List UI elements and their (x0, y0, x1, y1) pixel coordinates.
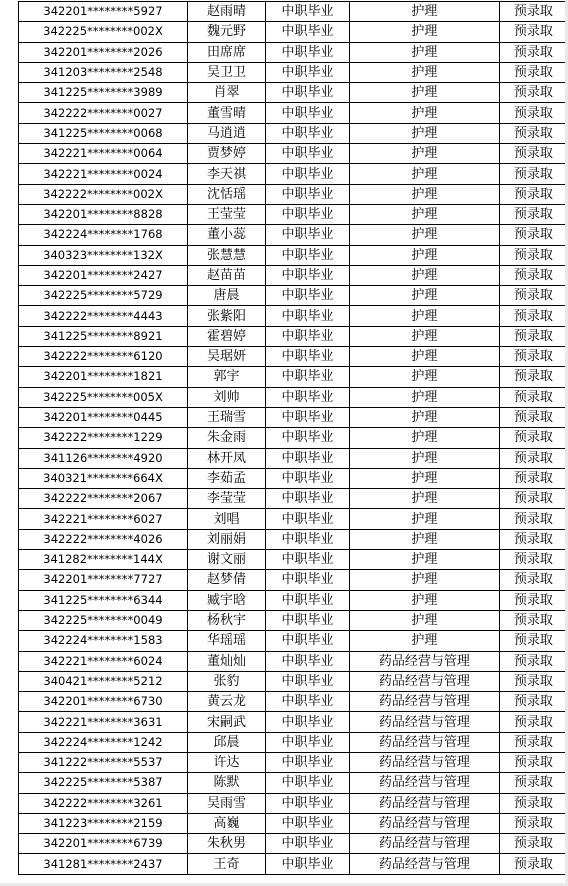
table-row (19, 387, 568, 407)
id-cell: 342222********0027 (19, 103, 188, 123)
status-cell: 预录取 (499, 550, 567, 570)
status-cell: 预录取 (499, 570, 567, 590)
major-cell: 护理 (349, 184, 499, 204)
name-cell: 吴琚妍 (188, 347, 266, 367)
education-cell: 中职毕业 (266, 854, 350, 874)
table-row (19, 144, 568, 164)
education-cell: 中职毕业 (266, 651, 350, 671)
table-body (19, 2, 568, 875)
status-cell: 预录取 (499, 509, 567, 529)
major-cell: 护理 (349, 428, 499, 448)
education-cell: 中职毕业 (266, 550, 350, 570)
table-row (19, 306, 568, 326)
status-cell: 预录取 (499, 103, 567, 123)
name-cell: 杨秋宇 (188, 610, 266, 630)
status-cell: 预录取 (499, 610, 567, 630)
table-row (19, 103, 568, 123)
name-cell: 魏元野 (188, 22, 266, 42)
education-cell: 中职毕业 (266, 509, 350, 529)
education-cell: 中职毕业 (266, 631, 350, 651)
name-cell: 张慧慧 (188, 245, 266, 265)
id-cell: 342201********1821 (19, 367, 188, 387)
id-cell: 342221********6027 (19, 509, 188, 529)
status-cell: 预录取 (499, 793, 567, 813)
name-cell: 王奇 (188, 854, 266, 874)
id-cell: 341225********8921 (19, 326, 188, 346)
name-cell: 田席席 (188, 42, 266, 62)
education-cell: 中职毕业 (266, 793, 350, 813)
status-cell: 预录取 (499, 265, 567, 285)
status-cell: 预录取 (499, 225, 567, 245)
name-cell: 刘唱 (188, 509, 266, 529)
major-cell: 护理 (349, 22, 499, 42)
name-cell: 邱晨 (188, 732, 266, 752)
name-cell: 马逍逍 (188, 123, 266, 143)
status-cell: 预录取 (499, 407, 567, 427)
education-cell: 中职毕业 (266, 225, 350, 245)
name-cell: 高巍 (188, 813, 266, 833)
major-cell: 药品经营与管理 (349, 752, 499, 772)
major-cell: 护理 (349, 326, 499, 346)
table-row (19, 610, 568, 630)
major-cell: 护理 (349, 489, 499, 509)
status-cell: 预录取 (499, 813, 567, 833)
major-cell: 护理 (349, 529, 499, 549)
education-cell: 中职毕业 (266, 123, 350, 143)
status-cell: 预录取 (499, 468, 567, 488)
education-cell: 中职毕业 (266, 22, 350, 42)
education-cell: 中职毕业 (266, 610, 350, 630)
id-cell: 341282********144X (19, 550, 188, 570)
name-cell: 董雪晴 (188, 103, 266, 123)
name-cell: 贾梦婷 (188, 144, 266, 164)
name-cell: 黄云龙 (188, 692, 266, 712)
id-cell: 342201********7727 (19, 570, 188, 590)
table-row (19, 245, 568, 265)
name-cell: 许达 (188, 752, 266, 772)
table-row (19, 367, 568, 387)
table-row (19, 752, 568, 772)
id-cell: 342225********0049 (19, 610, 188, 630)
major-cell: 护理 (349, 204, 499, 224)
id-cell: 342225********005X (19, 387, 188, 407)
education-cell: 中职毕业 (266, 813, 350, 833)
id-cell: 341223********2159 (19, 813, 188, 833)
status-cell: 预录取 (499, 347, 567, 367)
status-cell: 预录取 (499, 529, 567, 549)
status-cell: 预录取 (499, 164, 567, 184)
education-cell: 中职毕业 (266, 692, 350, 712)
status-cell: 预录取 (499, 671, 567, 691)
id-cell: 341281********2437 (19, 854, 188, 874)
major-cell: 护理 (349, 631, 499, 651)
education-cell: 中职毕业 (266, 712, 350, 732)
education-cell: 中职毕业 (266, 62, 350, 82)
major-cell: 药品经营与管理 (349, 813, 499, 833)
table-row (19, 123, 568, 143)
id-cell: 342225********002X (19, 22, 188, 42)
id-cell: 342221********0064 (19, 144, 188, 164)
status-cell: 预录取 (499, 387, 567, 407)
education-cell: 中职毕业 (266, 834, 350, 854)
status-cell: 预录取 (499, 692, 567, 712)
major-cell: 药品经营与管理 (349, 732, 499, 752)
table-row (19, 448, 568, 468)
major-cell: 护理 (349, 62, 499, 82)
id-cell: 342225********5387 (19, 773, 188, 793)
id-cell: 342201********2026 (19, 42, 188, 62)
id-cell: 342201********8828 (19, 204, 188, 224)
table-row (19, 22, 568, 42)
major-cell: 护理 (349, 448, 499, 468)
name-cell: 董灿灿 (188, 651, 266, 671)
education-cell: 中职毕业 (266, 529, 350, 549)
status-cell: 预录取 (499, 2, 567, 22)
status-cell: 预录取 (499, 712, 567, 732)
education-cell: 中职毕业 (266, 448, 350, 468)
education-cell: 中职毕业 (266, 590, 350, 610)
admission-table (18, 1, 568, 875)
id-cell: 340323********132X (19, 245, 188, 265)
major-cell: 护理 (349, 164, 499, 184)
status-cell: 预录取 (499, 83, 567, 103)
name-cell: 刘丽娟 (188, 529, 266, 549)
major-cell: 护理 (349, 306, 499, 326)
table-row (19, 854, 568, 874)
name-cell: 霍碧婷 (188, 326, 266, 346)
table-row (19, 793, 568, 813)
table-row (19, 631, 568, 651)
table-row (19, 184, 568, 204)
id-cell: 342222********1229 (19, 428, 188, 448)
education-cell: 中职毕业 (266, 83, 350, 103)
education-cell: 中职毕业 (266, 468, 350, 488)
major-cell: 护理 (349, 550, 499, 570)
name-cell: 王莹莹 (188, 204, 266, 224)
id-cell: 342222********4443 (19, 306, 188, 326)
id-cell: 342222********3261 (19, 793, 188, 813)
name-cell: 董小蕊 (188, 225, 266, 245)
education-cell: 中职毕业 (266, 367, 350, 387)
major-cell: 护理 (349, 367, 499, 387)
name-cell: 陈默 (188, 773, 266, 793)
name-cell: 李天祺 (188, 164, 266, 184)
id-cell: 342201********5927 (19, 2, 188, 22)
status-cell: 预录取 (499, 204, 567, 224)
id-cell: 342222********002X (19, 184, 188, 204)
name-cell: 肖翠 (188, 83, 266, 103)
major-cell: 药品经营与管理 (349, 854, 499, 874)
education-cell: 中职毕业 (266, 773, 350, 793)
name-cell: 吴卫卫 (188, 62, 266, 82)
status-cell: 预录取 (499, 428, 567, 448)
major-cell: 护理 (349, 42, 499, 62)
education-cell: 中职毕业 (266, 245, 350, 265)
status-cell: 预录取 (499, 854, 567, 874)
status-cell: 预录取 (499, 184, 567, 204)
name-cell: 朱金雨 (188, 428, 266, 448)
education-cell: 中职毕业 (266, 2, 350, 22)
education-cell: 中职毕业 (266, 265, 350, 285)
major-cell: 药品经营与管理 (349, 773, 499, 793)
major-cell: 护理 (349, 2, 499, 22)
major-cell: 护理 (349, 610, 499, 630)
id-cell: 342201********6730 (19, 692, 188, 712)
status-cell: 预录取 (499, 752, 567, 772)
status-cell: 预录取 (499, 773, 567, 793)
major-cell: 护理 (349, 286, 499, 306)
major-cell: 药品经营与管理 (349, 671, 499, 691)
major-cell: 护理 (349, 225, 499, 245)
education-cell: 中职毕业 (266, 286, 350, 306)
table-row (19, 570, 568, 590)
id-cell: 342224********1768 (19, 225, 188, 245)
education-cell: 中职毕业 (266, 752, 350, 772)
name-cell: 赵雨晴 (188, 2, 266, 22)
id-cell: 342224********1242 (19, 732, 188, 752)
education-cell: 中职毕业 (266, 732, 350, 752)
table-row (19, 83, 568, 103)
table-row (19, 42, 568, 62)
table-row (19, 428, 568, 448)
id-cell: 341222********5537 (19, 752, 188, 772)
status-cell: 预录取 (499, 367, 567, 387)
table-row (19, 326, 568, 346)
major-cell: 护理 (349, 387, 499, 407)
major-cell: 护理 (349, 144, 499, 164)
name-cell: 赵苗苗 (188, 265, 266, 285)
id-cell: 342224********1583 (19, 631, 188, 651)
major-cell: 护理 (349, 265, 499, 285)
education-cell: 中职毕业 (266, 671, 350, 691)
name-cell: 宋嗣武 (188, 712, 266, 732)
status-cell: 预录取 (499, 448, 567, 468)
table-row (19, 529, 568, 549)
major-cell: 护理 (349, 103, 499, 123)
name-cell: 李茹孟 (188, 468, 266, 488)
major-cell: 护理 (349, 509, 499, 529)
major-cell: 药品经营与管理 (349, 834, 499, 854)
status-cell: 预录取 (499, 590, 567, 610)
name-cell: 赵梦倩 (188, 570, 266, 590)
id-cell: 341225********0068 (19, 123, 188, 143)
major-cell: 药品经营与管理 (349, 692, 499, 712)
id-cell: 342222********2067 (19, 489, 188, 509)
status-cell: 预录取 (499, 62, 567, 82)
education-cell: 中职毕业 (266, 428, 350, 448)
status-cell: 预录取 (499, 245, 567, 265)
status-cell: 预录取 (499, 286, 567, 306)
education-cell: 中职毕业 (266, 387, 350, 407)
table-row (19, 62, 568, 82)
name-cell: 林开凤 (188, 448, 266, 468)
status-cell: 预录取 (499, 489, 567, 509)
name-cell: 谢文丽 (188, 550, 266, 570)
table-row (19, 204, 568, 224)
major-cell: 药品经营与管理 (349, 712, 499, 732)
id-cell: 341225********3989 (19, 83, 188, 103)
table-row (19, 590, 568, 610)
major-cell: 护理 (349, 347, 499, 367)
table-row (19, 550, 568, 570)
status-cell: 预录取 (499, 144, 567, 164)
education-cell: 中职毕业 (266, 489, 350, 509)
name-cell: 张紫阳 (188, 306, 266, 326)
name-cell: 唐晨 (188, 286, 266, 306)
table-row (19, 651, 568, 671)
status-cell: 预录取 (499, 42, 567, 62)
major-cell: 药品经营与管理 (349, 793, 499, 813)
table-row (19, 509, 568, 529)
name-cell: 吴雨雪 (188, 793, 266, 813)
education-cell: 中职毕业 (266, 164, 350, 184)
education-cell: 中职毕业 (266, 144, 350, 164)
major-cell: 护理 (349, 570, 499, 590)
table-row (19, 489, 568, 509)
table-row (19, 2, 568, 22)
major-cell: 护理 (349, 468, 499, 488)
id-cell: 342201********6739 (19, 834, 188, 854)
table-row (19, 813, 568, 833)
id-cell: 340321********664X (19, 468, 188, 488)
table-row (19, 407, 568, 427)
table-row (19, 773, 568, 793)
table-row (19, 347, 568, 367)
status-cell: 预录取 (499, 123, 567, 143)
id-cell: 342201********2427 (19, 265, 188, 285)
table-row (19, 834, 568, 854)
status-cell: 预录取 (499, 732, 567, 752)
education-cell: 中职毕业 (266, 42, 350, 62)
table-row (19, 286, 568, 306)
major-cell: 护理 (349, 590, 499, 610)
table-row (19, 671, 568, 691)
name-cell: 刘帅 (188, 387, 266, 407)
status-cell: 预录取 (499, 22, 567, 42)
education-cell: 中职毕业 (266, 326, 350, 346)
table-row (19, 732, 568, 752)
name-cell: 朱秋男 (188, 834, 266, 854)
education-cell: 中职毕业 (266, 103, 350, 123)
id-cell: 341225********6344 (19, 590, 188, 610)
education-cell: 中职毕业 (266, 306, 350, 326)
table-row (19, 712, 568, 732)
table-row (19, 468, 568, 488)
education-cell: 中职毕业 (266, 204, 350, 224)
id-cell: 342201********0445 (19, 407, 188, 427)
name-cell: 郭宇 (188, 367, 266, 387)
education-cell: 中职毕业 (266, 407, 350, 427)
education-cell: 中职毕业 (266, 184, 350, 204)
status-cell: 预录取 (499, 326, 567, 346)
id-cell: 342221********0024 (19, 164, 188, 184)
major-cell: 护理 (349, 407, 499, 427)
status-cell: 预录取 (499, 834, 567, 854)
table-row (19, 225, 568, 245)
major-cell: 药品经营与管理 (349, 651, 499, 671)
table-row (19, 164, 568, 184)
name-cell: 臧宇晗 (188, 590, 266, 610)
id-cell: 342221********3631 (19, 712, 188, 732)
major-cell: 护理 (349, 83, 499, 103)
id-cell: 342221********6024 (19, 651, 188, 671)
id-cell: 342225********5729 (19, 286, 188, 306)
table-row (19, 692, 568, 712)
table-row (19, 265, 568, 285)
status-cell: 预录取 (499, 306, 567, 326)
id-cell: 341203********2548 (19, 62, 188, 82)
education-cell: 中职毕业 (266, 347, 350, 367)
education-cell: 中职毕业 (266, 570, 350, 590)
major-cell: 护理 (349, 245, 499, 265)
id-cell: 341126********4920 (19, 448, 188, 468)
name-cell: 沈恬瑶 (188, 184, 266, 204)
name-cell: 王瑞雪 (188, 407, 266, 427)
name-cell: 李莹莹 (188, 489, 266, 509)
name-cell: 华瑶瑶 (188, 631, 266, 651)
id-cell: 342222********4026 (19, 529, 188, 549)
status-cell: 预录取 (499, 651, 567, 671)
id-cell: 340421********5212 (19, 671, 188, 691)
name-cell: 张豹 (188, 671, 266, 691)
major-cell: 护理 (349, 123, 499, 143)
status-cell: 预录取 (499, 631, 567, 651)
id-cell: 342222********6120 (19, 347, 188, 367)
